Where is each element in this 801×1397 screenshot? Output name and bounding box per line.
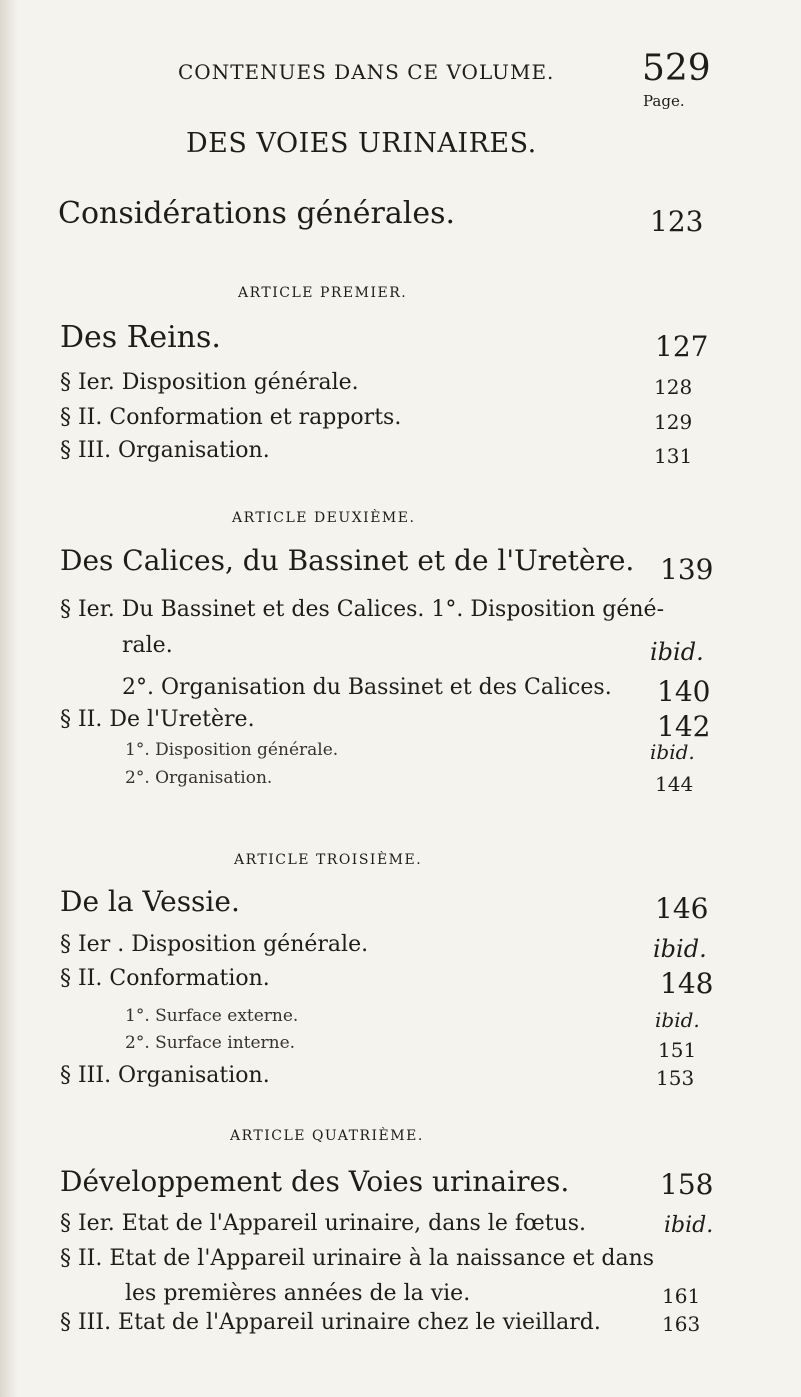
article1-title: Des Reins.: [60, 320, 221, 355]
article2-line: 2°. Organisation du Bassinet et des Calices.: [122, 675, 612, 700]
running-head: CONTENUES DANS CE VOLUME.: [178, 60, 555, 84]
article1-item-page: 129: [654, 410, 693, 434]
article2-line-page: 144: [655, 772, 694, 796]
article2-line: 1°. Disposition générale.: [125, 740, 339, 760]
article1-heading: ARTICLE PREMIER.: [238, 285, 408, 301]
article1-item-page: 131: [654, 444, 693, 468]
article1-item: § Ier. Disposition générale.: [60, 370, 359, 395]
article1-item: § III. Organisation.: [60, 438, 270, 463]
article3-title: De la Vessie.: [60, 885, 240, 918]
article1-item-page: 128: [654, 375, 693, 399]
article3-heading: ARTICLE TROISIÈME.: [234, 852, 423, 868]
article2-line-page: 140: [657, 675, 711, 708]
considerations-page: 123: [650, 205, 704, 238]
article2-line: rale.: [122, 633, 173, 658]
considerations-title: Considérations générales.: [58, 196, 456, 231]
article1-page: 127: [655, 330, 709, 363]
page-column-label: Page.: [643, 92, 685, 110]
article3-item-page: ibid.: [653, 935, 707, 963]
article3-item: § II. Conformation.: [60, 966, 270, 991]
article2-page: 139: [660, 553, 714, 586]
part-title: DES VOIES URINAIRES.: [186, 128, 537, 159]
article1-item: § II. Conformation et rapports.: [60, 405, 402, 430]
article2-title: Des Calices, du Bassinet et de l'Uretère.: [60, 544, 635, 577]
page-folio: 529: [642, 48, 711, 89]
article2-line: § Ier. Du Bassinet et des Calices. 1°. Disposition géné-: [60, 597, 665, 622]
article4-line: § II. Etat de l'Appareil urinaire à la naissance et dans: [60, 1246, 655, 1271]
article3-item: § III. Organisation.: [60, 1063, 270, 1088]
article4-line-page: 161: [662, 1284, 701, 1308]
article2-line-page: ibid.: [650, 638, 704, 666]
article2-line-page: ibid.: [650, 740, 695, 764]
article4-page: 158: [660, 1168, 714, 1201]
article3-page: 146: [655, 892, 709, 925]
article4-line-page: 163: [662, 1312, 701, 1336]
article3-item: 2°. Surface interne.: [125, 1033, 296, 1053]
article4-title: Développement des Voies urinaires.: [60, 1165, 570, 1198]
article3-item-page: 153: [656, 1066, 695, 1090]
article4-line: les premières années de la vie.: [125, 1281, 471, 1306]
article4-line: § Ier. Etat de l'Appareil urinaire, dans le fœtus.: [60, 1211, 587, 1236]
article2-line: § II. De l'Uretère.: [60, 707, 255, 732]
article2-heading: ARTICLE DEUXIÈME.: [232, 510, 416, 526]
article3-item-page: 148: [660, 967, 714, 1000]
article3-item: 1°. Surface externe.: [125, 1006, 299, 1026]
article4-line: § III. Etat de l'Appareil urinaire chez le vieillard.: [60, 1310, 601, 1335]
article3-item-page: 151: [658, 1038, 697, 1062]
article2-line: 2°. Organisation.: [125, 768, 273, 788]
article2-line-page: 142: [657, 710, 711, 743]
article4-line-page: ibid.: [664, 1213, 714, 1238]
page-gutter-shadow: [0, 0, 18, 1397]
article3-item-page: ibid.: [655, 1008, 700, 1032]
article3-item: § Ier . Disposition générale.: [60, 932, 369, 957]
article4-heading: ARTICLE QUATRIÈME.: [230, 1128, 424, 1144]
